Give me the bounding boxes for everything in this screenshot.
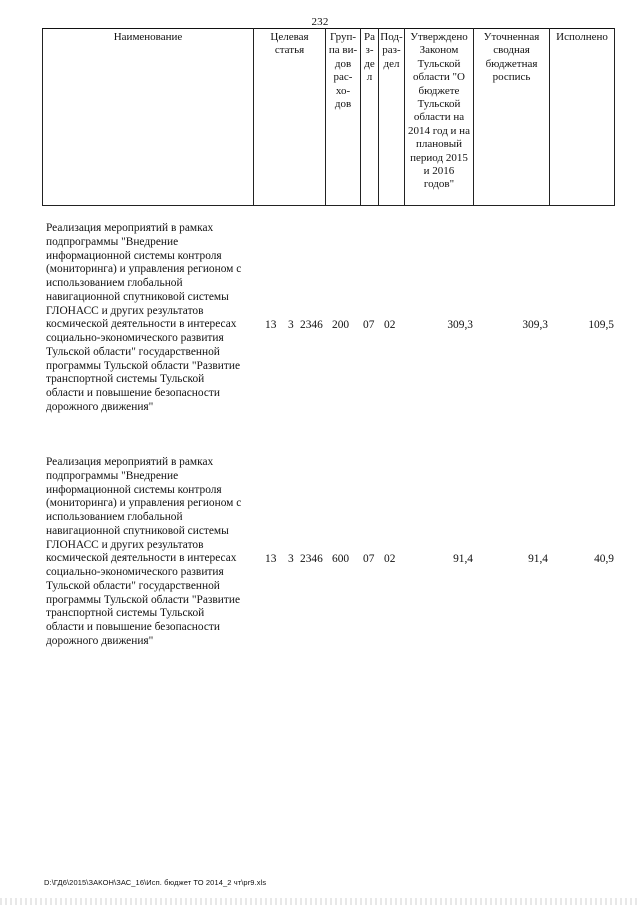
table-header [42,28,615,206]
header-executed: Исполнено [550,29,615,206]
row-article-b: 3 [288,553,294,565]
row-refined: 309,3 [522,319,548,331]
header-subsection: Под- раз- дел [379,29,405,206]
row-article-b: 3 [288,319,294,331]
scan-edge-artifact [0,898,640,905]
row-executed: 109,5 [588,319,614,331]
row-name: Реализация мероприятий в рамках подпрограммы "Внедрение информационной системы контроля (мониторинга) и управления регионом с использованием глобальной навигационной спутниковой системы ГЛОНАСС и других результатов космической деятельности в интересах социально-экономического развития Тульской области" государственной программы Тульской области "Развитие транспортной системы Тульской области и повышение безопасности дорожного движения" [46,222,242,413]
header-target-article: Целевая статья [254,29,326,206]
row-executed: 40,9 [594,553,614,565]
table-row [42,222,614,422]
header-refined: Уточненная сводная бюджетная роспись [474,29,550,206]
row-name: Реализация мероприятий в рамках подпрограммы "Внедрение информационной системы контроля (мониторинга) и управления регионом с использованием глобальной навигационной спутниковой системы ГЛОНАСС и других результатов космической деятельности в интересах социально-экономического развития Тульской области" государственной программы Тульской области "Развитие транспортной системы Тульской области и повышение безопасности дорожного движения" [46,456,242,647]
row-article-c: 2346 [300,319,323,331]
row-article-a: 13 [265,319,277,331]
page-number: 232 [311,16,329,28]
row-section: 07 [363,319,375,331]
header-expense-group: Груп- па ви- дов рас- хо- дов [326,29,361,206]
row-article-c: 2346 [300,553,323,565]
row-subsection: 02 [384,553,396,565]
row-approved: 91,4 [453,553,473,565]
row-subsection: 02 [384,319,396,331]
row-article-a: 13 [265,553,277,565]
row-approved: 309,3 [447,319,473,331]
table-row [42,456,614,656]
row-group: 200 [332,319,350,331]
header-name: Наименование [43,29,254,206]
header-section: Раз- дел [361,29,379,206]
header-approved: Утверждено Законом Тульской области "О бюджете Тульской области на 2014 год и на плановый период 2015 и 2016 годов" [405,29,474,206]
row-section: 07 [363,553,375,565]
row-refined: 91,4 [528,553,548,565]
row-group: 600 [332,553,350,565]
footer-file-path: D:\ГД6\2015\ЗАКОН\ЗАС_16\Исп. бюджет ТО 2014_2 чт\pr9.xls [44,878,267,887]
